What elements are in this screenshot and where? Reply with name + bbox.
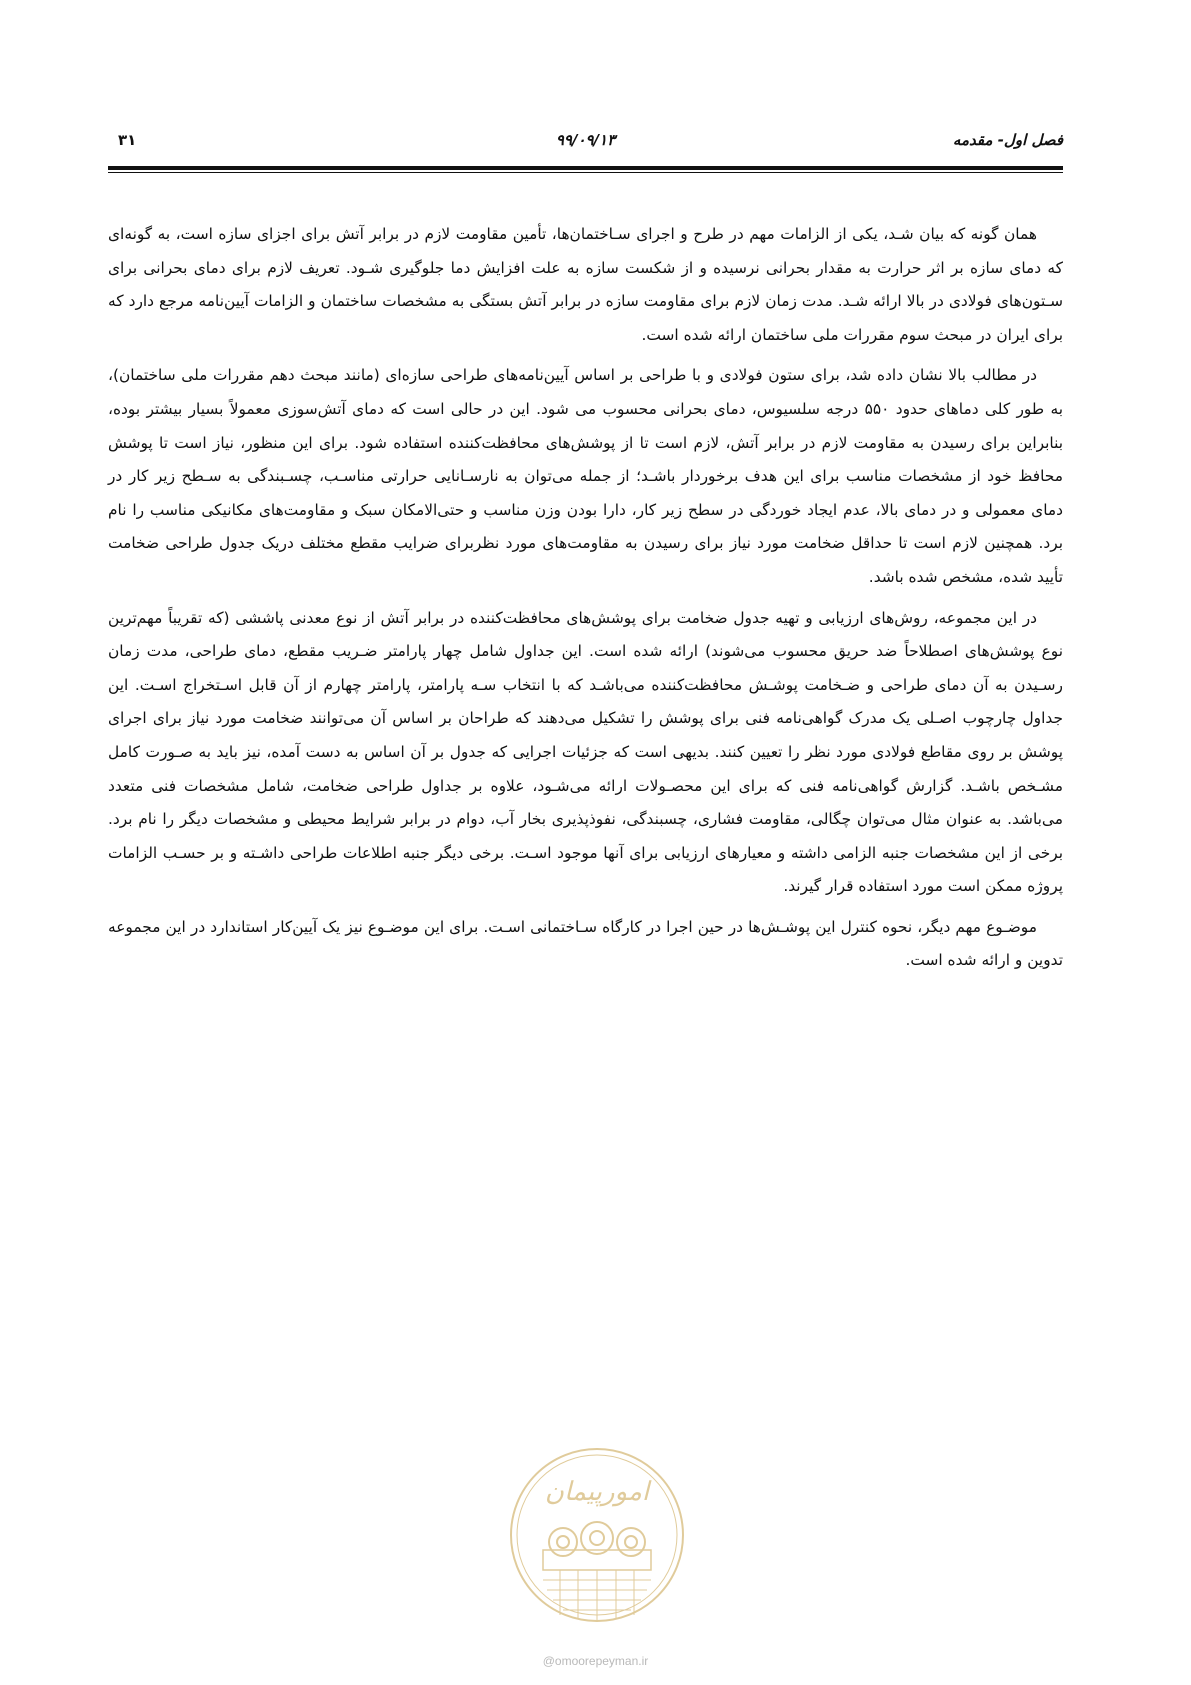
paragraph: در این مجموعه، روش‌های ارزیابی و تهیه جدول ضخامت برای پوشش‌های محافظت‌کننده در برابر آتش از نوع معدنی پاششی (که تقریباً مهم‌ترین نوع پوشش‌های اصطلاحاً ضد حریق محسوب می‌شوند) ارائه شده است. این جداول شامل چهار پارامتر ضـریب مقطع، دمای طراحی، مدت زمان رسـیدن به آن دمای طراحی و ضـخامت پوشـش محافظت‌کننده می‌باشـد که با انتخاب سـه پارامتر، پارامتر چهارم از آن قابل اسـتخراج اسـت. این جداول چارچوب اصـلی یک مدرک گواهی‌نامه فنی برای پوشش را تشکیل می‌دهند که طراحان بر اساس آن می‌توانند ضخامت مورد نیاز برای اجرای پوشش بر روی مقاطع فولادی مورد نظر را تعیین کنند. بدیهی است که جزئیات اجرایی که جدول بر آن اساس به دست آمده، نیز باید به صـورت کامل مشـخص باشـد. گزارش گواهی‌نامه فنی که برای این محصـولات ارائه می‌شـود، علاوه بر جداول طراحی ضخامت، شامل مشخصات فنی متعدد می‌باشد. به عنوان مثال می‌توان چگالی، مقاومت فشاری، چسبندگی، نفوذپذیری بخار آب، دوام در برابر شرایط محیطی و مشخصات دیگر را نام برد. برخی از این مشخصات جنبه الزامی داشته و معیارهای ارزیابی برای آنها موجود اسـت. برخی دیگر جنبه اطلاعات طراحی داشـته و بر حسـب الزامات پروژه ممکن است مورد استفاده قرار گیرند.: [108, 608, 1063, 896]
paragraph: همان گونه که بیان شـد، یکی از الزامات مهم در طرح و اجرای سـاختمان‌ها، تأمین مقاومت لازم در برابر آتش برای اجزای سازه است، به گونه‌ای که دمای سازه بر اثر حرارت به مقدار بحرانی نرسیده و از شکست سازه به علت افزایش دما جلوگیری شـود. تعریف لازم برای دمای بحرانی برای سـتون‌های فولادی در بالا ارائه شـد. مدت زمان لازم برای مقاومت سازه در برابر آتش بستگی به مشخصات ساختمان و الزامات آیین‌نامه مرجع دارد که برای ایران در مبحث سوم مقررات ملی ساختمان ارائه شده است.: [108, 225, 1063, 344]
body-text: [108, 218, 1063, 985]
paragraph: موضـوع مهم دیگر، نحوه کنترل این پوشـش‌ها در حین اجرا در کارگاه سـاختمانی اسـت. برای این موضـوع نیز یک آیین‌کار استاندارد در این مجموعه تدوین و ارائه شده است.: [108, 917, 1063, 970]
page-number: ۳۱: [118, 131, 137, 149]
paragraph: در مطالب بالا نشان داده شد، برای ستون فولادی و با طراحی بر اساس آیین‌نامه‌های طراحی سازه‌ای (مانند مبحث دهم مقررات ملی ساختمان)، به طور کلی دماهای حدود ۵۵۰ درجه سلسیوس، دمای بحرانی محسوب می شود. این در حالی است که دمای آتش‌سوزی معمولاً بسیار بیشتر بوده، بنابراین برای رسیدن به مقاومت لازم در برابر آتش، لازم است تا از پوشش‌های محافظت‌کننده استفاده شود. برای این منظور، نیاز است تا پوشش محافظ خود از مشخصات مناسب برای این هدف برخوردار باشـد؛ از جمله می‌توان به نارسـانایی حرارتی مناسـب، چسـبندگی به سـطح زیر کار در دمای معمولی و در دمای بالا، عدم ایجاد خوردگی در سطح زیر کار، دارا بودن وزن مناسب و حتی‌الامکان سبک و مقاومت‌های مکانیکی مناسب را نام برد. همچنین لازم است تا حداقل ضخامت مورد نیاز برای رسیدن به مقاومت‌های مورد نظربرای ضرایب مقطع مختلف دریک جدول طراحی ضخامت تأیید شده، مشخص شده باشد.: [108, 366, 1063, 586]
seal-lettering: امورپیمان: [544, 1477, 650, 1507]
watermark-url: @omoorepeyman.ir: [542, 1654, 649, 1668]
header-rule-thick: [108, 166, 1063, 170]
header-date: ۹۹/۰۹/۱۳: [555, 131, 616, 149]
watermark-seal: [505, 1430, 690, 1640]
chapter-title: فصل اول- مقدمه: [952, 131, 1063, 149]
header-rule-thin: [108, 172, 1063, 173]
running-header: [108, 128, 1063, 162]
